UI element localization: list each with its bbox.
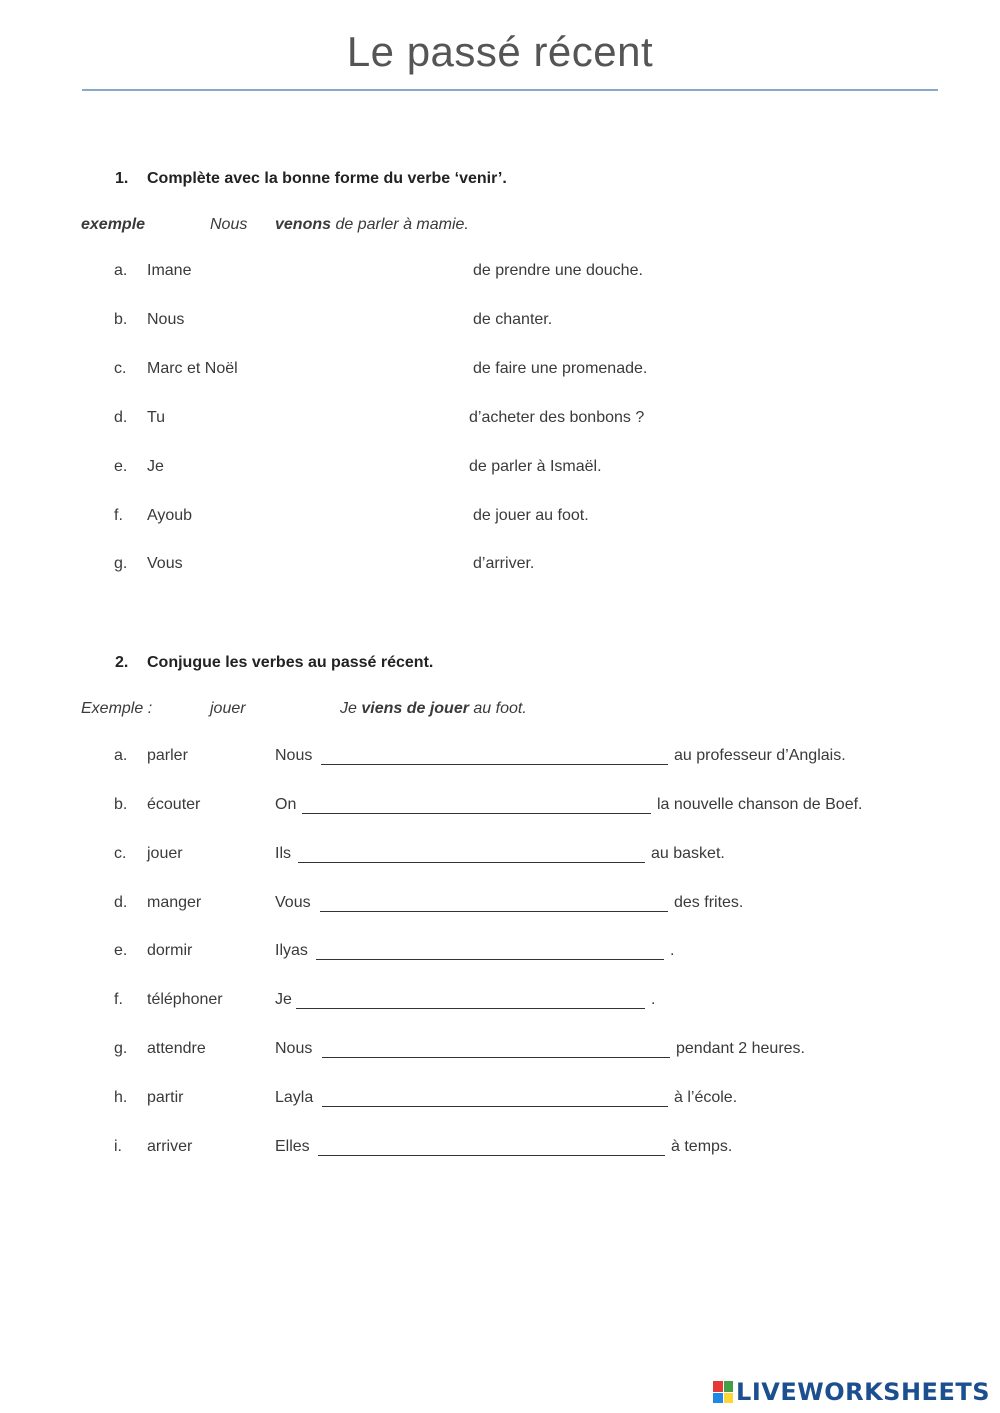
item-ending: à temps. — [671, 1138, 733, 1155]
answer-blank[interactable] — [296, 1008, 645, 1009]
item-subject: Vous — [147, 555, 183, 572]
item-ending: d’arriver. — [473, 555, 535, 572]
item-ending: de faire une promenade. — [473, 360, 648, 377]
answer-field[interactable] — [275, 551, 458, 575]
answer-field[interactable] — [275, 258, 458, 282]
item-letter: f. — [114, 507, 123, 524]
section1-example-sentence — [275, 216, 469, 234]
section2-example-label: Exemple : — [81, 700, 153, 717]
item-subject: Nous — [275, 747, 313, 764]
item-letter: f. — [114, 991, 123, 1008]
item-ending: au basket. — [651, 845, 725, 862]
item-letter: a. — [114, 747, 128, 764]
item-letter: c. — [114, 360, 127, 377]
item-ending: de parler à Ismaël. — [469, 458, 602, 475]
section2-example-pronoun: Je — [340, 700, 357, 717]
item-verb: manger — [147, 894, 202, 911]
item-subject: Ils — [275, 845, 291, 862]
answer-blank[interactable] — [318, 1155, 665, 1156]
item-subject: Layla — [275, 1089, 314, 1106]
item-ending: à l’école. — [674, 1089, 738, 1106]
answer-field[interactable] — [275, 307, 458, 331]
item-subject: Vous — [275, 894, 311, 911]
item-ending: des frites. — [674, 894, 744, 911]
answer-blank[interactable] — [298, 862, 645, 863]
section2-example-sentence — [340, 700, 527, 718]
item-ending: de prendre une douche. — [473, 262, 643, 279]
page-title: Le passé récent — [346, 28, 654, 75]
item-letter: d. — [114, 409, 128, 426]
item-letter: a. — [114, 262, 128, 279]
item-ending: . — [651, 991, 656, 1008]
item-verb: parler — [147, 747, 188, 764]
logo-square — [724, 1381, 734, 1392]
item-ending: la nouvelle chanson de Boef. — [657, 796, 863, 813]
title-divider — [82, 89, 938, 91]
item-letter: c. — [114, 845, 127, 862]
item-letter: b. — [114, 796, 128, 813]
answer-blank[interactable] — [322, 1106, 668, 1107]
liveworksheets-logo — [713, 1377, 990, 1407]
logo-text: LIVEWORKSHEETS — [736, 1378, 990, 1406]
item-ending: au professeur d’Anglais. — [674, 747, 846, 764]
item-ending: de jouer au foot. — [473, 507, 589, 524]
item-ending: pendant 2 heures. — [676, 1040, 805, 1057]
item-verb: jouer — [147, 845, 183, 862]
answer-blank[interactable] — [321, 764, 668, 765]
answer-field[interactable] — [275, 405, 454, 429]
item-ending: d’acheter des bonbons ? — [469, 409, 645, 426]
item-verb: arriver — [147, 1138, 193, 1155]
section1-instruction: Complète avec la bonne forme du verbe ‘venir’. — [147, 170, 507, 187]
item-subject: Je — [275, 991, 292, 1008]
section2-instruction: Conjugue les verbes au passé récent. — [147, 654, 434, 671]
item-letter: i. — [114, 1138, 122, 1155]
item-letter: g. — [114, 1040, 128, 1057]
item-verb: téléphoner — [147, 991, 223, 1008]
item-verb: partir — [147, 1089, 184, 1106]
item-subject: Imane — [147, 262, 192, 279]
section2-example-rest: au foot. — [473, 700, 527, 717]
logo-square — [713, 1393, 723, 1404]
section2-number: 2. — [115, 654, 129, 671]
section1-example-label: exemple — [81, 216, 146, 233]
item-letter: b. — [114, 311, 128, 328]
item-subject: On — [275, 796, 297, 813]
item-subject: Nous — [275, 1040, 313, 1057]
answer-field[interactable] — [275, 503, 458, 527]
answer-blank[interactable] — [320, 911, 668, 912]
item-subject: Je — [147, 458, 164, 475]
item-subject: Marc et Noël — [147, 360, 238, 377]
item-subject: Ayoub — [147, 507, 193, 524]
item-subject: Tu — [147, 409, 166, 426]
item-verb: attendre — [147, 1040, 206, 1057]
answer-blank[interactable] — [302, 813, 651, 814]
logo-squares-icon — [713, 1381, 733, 1403]
item-verb: dormir — [147, 942, 193, 959]
section1-example-subject: Nous — [210, 216, 248, 233]
item-subject: Nous — [147, 311, 185, 328]
item-subject: Elles — [275, 1138, 310, 1155]
answer-blank[interactable] — [316, 959, 664, 960]
item-letter: d. — [114, 894, 128, 911]
section1-example-rest: de parler à mamie. — [335, 216, 469, 233]
item-letter: e. — [114, 942, 128, 959]
item-letter: g. — [114, 555, 128, 572]
answer-blank[interactable] — [322, 1057, 670, 1058]
item-letter: e. — [114, 458, 128, 475]
item-ending: . — [670, 942, 675, 959]
section2-example-answer: viens de jouer — [361, 700, 469, 717]
answer-field[interactable] — [275, 454, 454, 478]
logo-square — [713, 1381, 723, 1392]
answer-field[interactable] — [275, 356, 458, 380]
section2-example-verb: jouer — [210, 700, 246, 717]
item-letter: h. — [114, 1089, 128, 1106]
item-subject: Ilyas — [275, 942, 308, 959]
section1-example-verb: venons — [275, 216, 332, 233]
section1-number: 1. — [115, 170, 129, 187]
item-verb: écouter — [147, 796, 201, 813]
logo-square — [724, 1393, 734, 1404]
item-ending: de chanter. — [473, 311, 553, 328]
